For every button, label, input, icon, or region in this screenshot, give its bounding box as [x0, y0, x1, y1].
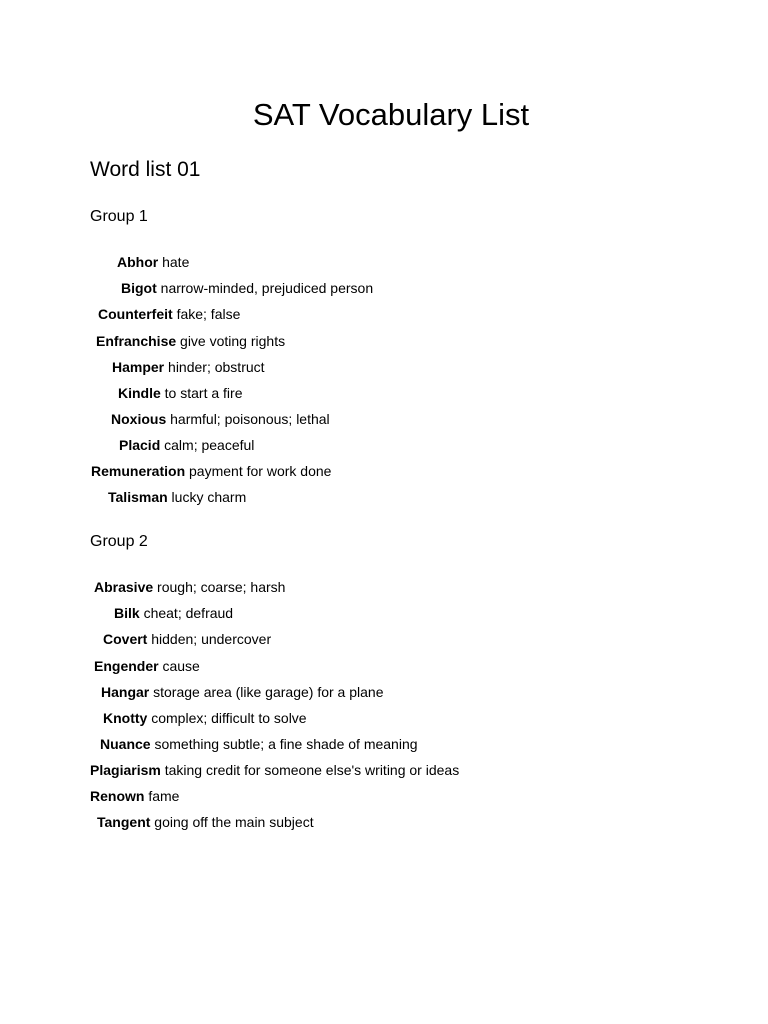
page-title: SAT Vocabulary List [252, 97, 530, 132]
vocab-term: Kindle [118, 385, 161, 401]
group-1-heading: Group 1 [90, 208, 148, 225]
vocab-definition: calm; peaceful [164, 437, 255, 453]
word-list-heading: Word list 01 [90, 158, 201, 181]
vocab-entry [90, 760, 459, 780]
vocab-term: Knotty [103, 710, 148, 726]
vocab-definition: storage area (like garage) for a plane [153, 684, 384, 700]
vocab-definition: cause [162, 658, 200, 674]
vocab-entry [103, 708, 307, 728]
vocab-definition: cheat; defraud [143, 605, 234, 621]
vocab-term: Remuneration [91, 463, 186, 479]
vocab-entry [114, 603, 233, 623]
vocab-definition: fame [148, 788, 180, 804]
vocab-entry [101, 682, 383, 702]
vocab-entry [111, 409, 330, 429]
vocab-entry [97, 812, 314, 832]
vocab-term: Tangent [97, 814, 151, 830]
vocab-entry [103, 629, 271, 649]
vocab-term: Abrasive [94, 579, 154, 595]
vocab-definition: payment for work done [189, 463, 332, 479]
vocab-entry [91, 461, 331, 481]
vocab-term: Hangar [101, 684, 150, 700]
vocab-term: Hamper [112, 359, 165, 375]
vocab-entry [108, 487, 246, 507]
vocab-definition: rough; coarse; harsh [157, 579, 286, 595]
vocab-entry [112, 357, 265, 377]
vocab-term: Enfranchise [96, 333, 177, 349]
vocab-definition: taking credit for someone else's writing or ideas [164, 762, 460, 778]
vocab-entry [94, 577, 285, 597]
vocab-entry [121, 278, 373, 298]
group-2-heading: Group 2 [90, 533, 148, 550]
vocab-term: Renown [90, 788, 145, 804]
vocab-entry [94, 656, 200, 676]
vocab-definition: harmful; poisonous; lethal [170, 411, 330, 427]
vocab-definition: hinder; obstruct [168, 359, 265, 375]
vocab-term: Plagiarism [90, 762, 161, 778]
vocab-definition: fake; false [176, 306, 241, 322]
vocab-entry [117, 252, 189, 272]
vocab-entry [100, 734, 418, 754]
vocab-term: Counterfeit [98, 306, 173, 322]
vocab-term: Placid [119, 437, 161, 453]
vocab-definition: going off the main subject [154, 814, 314, 830]
vocab-entry [119, 435, 254, 455]
vocab-entry [96, 331, 285, 351]
vocab-term: Engender [94, 658, 159, 674]
vocab-definition: hidden; undercover [151, 631, 272, 647]
vocab-definition: narrow-minded, prejudiced person [160, 280, 374, 296]
vocab-term: Covert [103, 631, 148, 647]
vocab-term: Abhor [117, 254, 159, 270]
vocab-definition: give voting rights [180, 333, 286, 349]
vocab-definition: something subtle; a fine shade of meaning [154, 736, 418, 752]
vocab-definition: hate [162, 254, 190, 270]
vocab-definition: lucky charm [171, 489, 247, 505]
vocab-entry [118, 383, 242, 403]
vocab-term: Bigot [121, 280, 157, 296]
vocab-definition: to start a fire [164, 385, 243, 401]
vocab-entry [98, 304, 240, 324]
vocab-term: Talisman [108, 489, 168, 505]
vocab-term: Bilk [114, 605, 140, 621]
vocab-term: Noxious [111, 411, 167, 427]
vocab-entry [90, 786, 179, 806]
vocab-definition: complex; difficult to solve [151, 710, 307, 726]
vocab-term: Nuance [100, 736, 151, 752]
